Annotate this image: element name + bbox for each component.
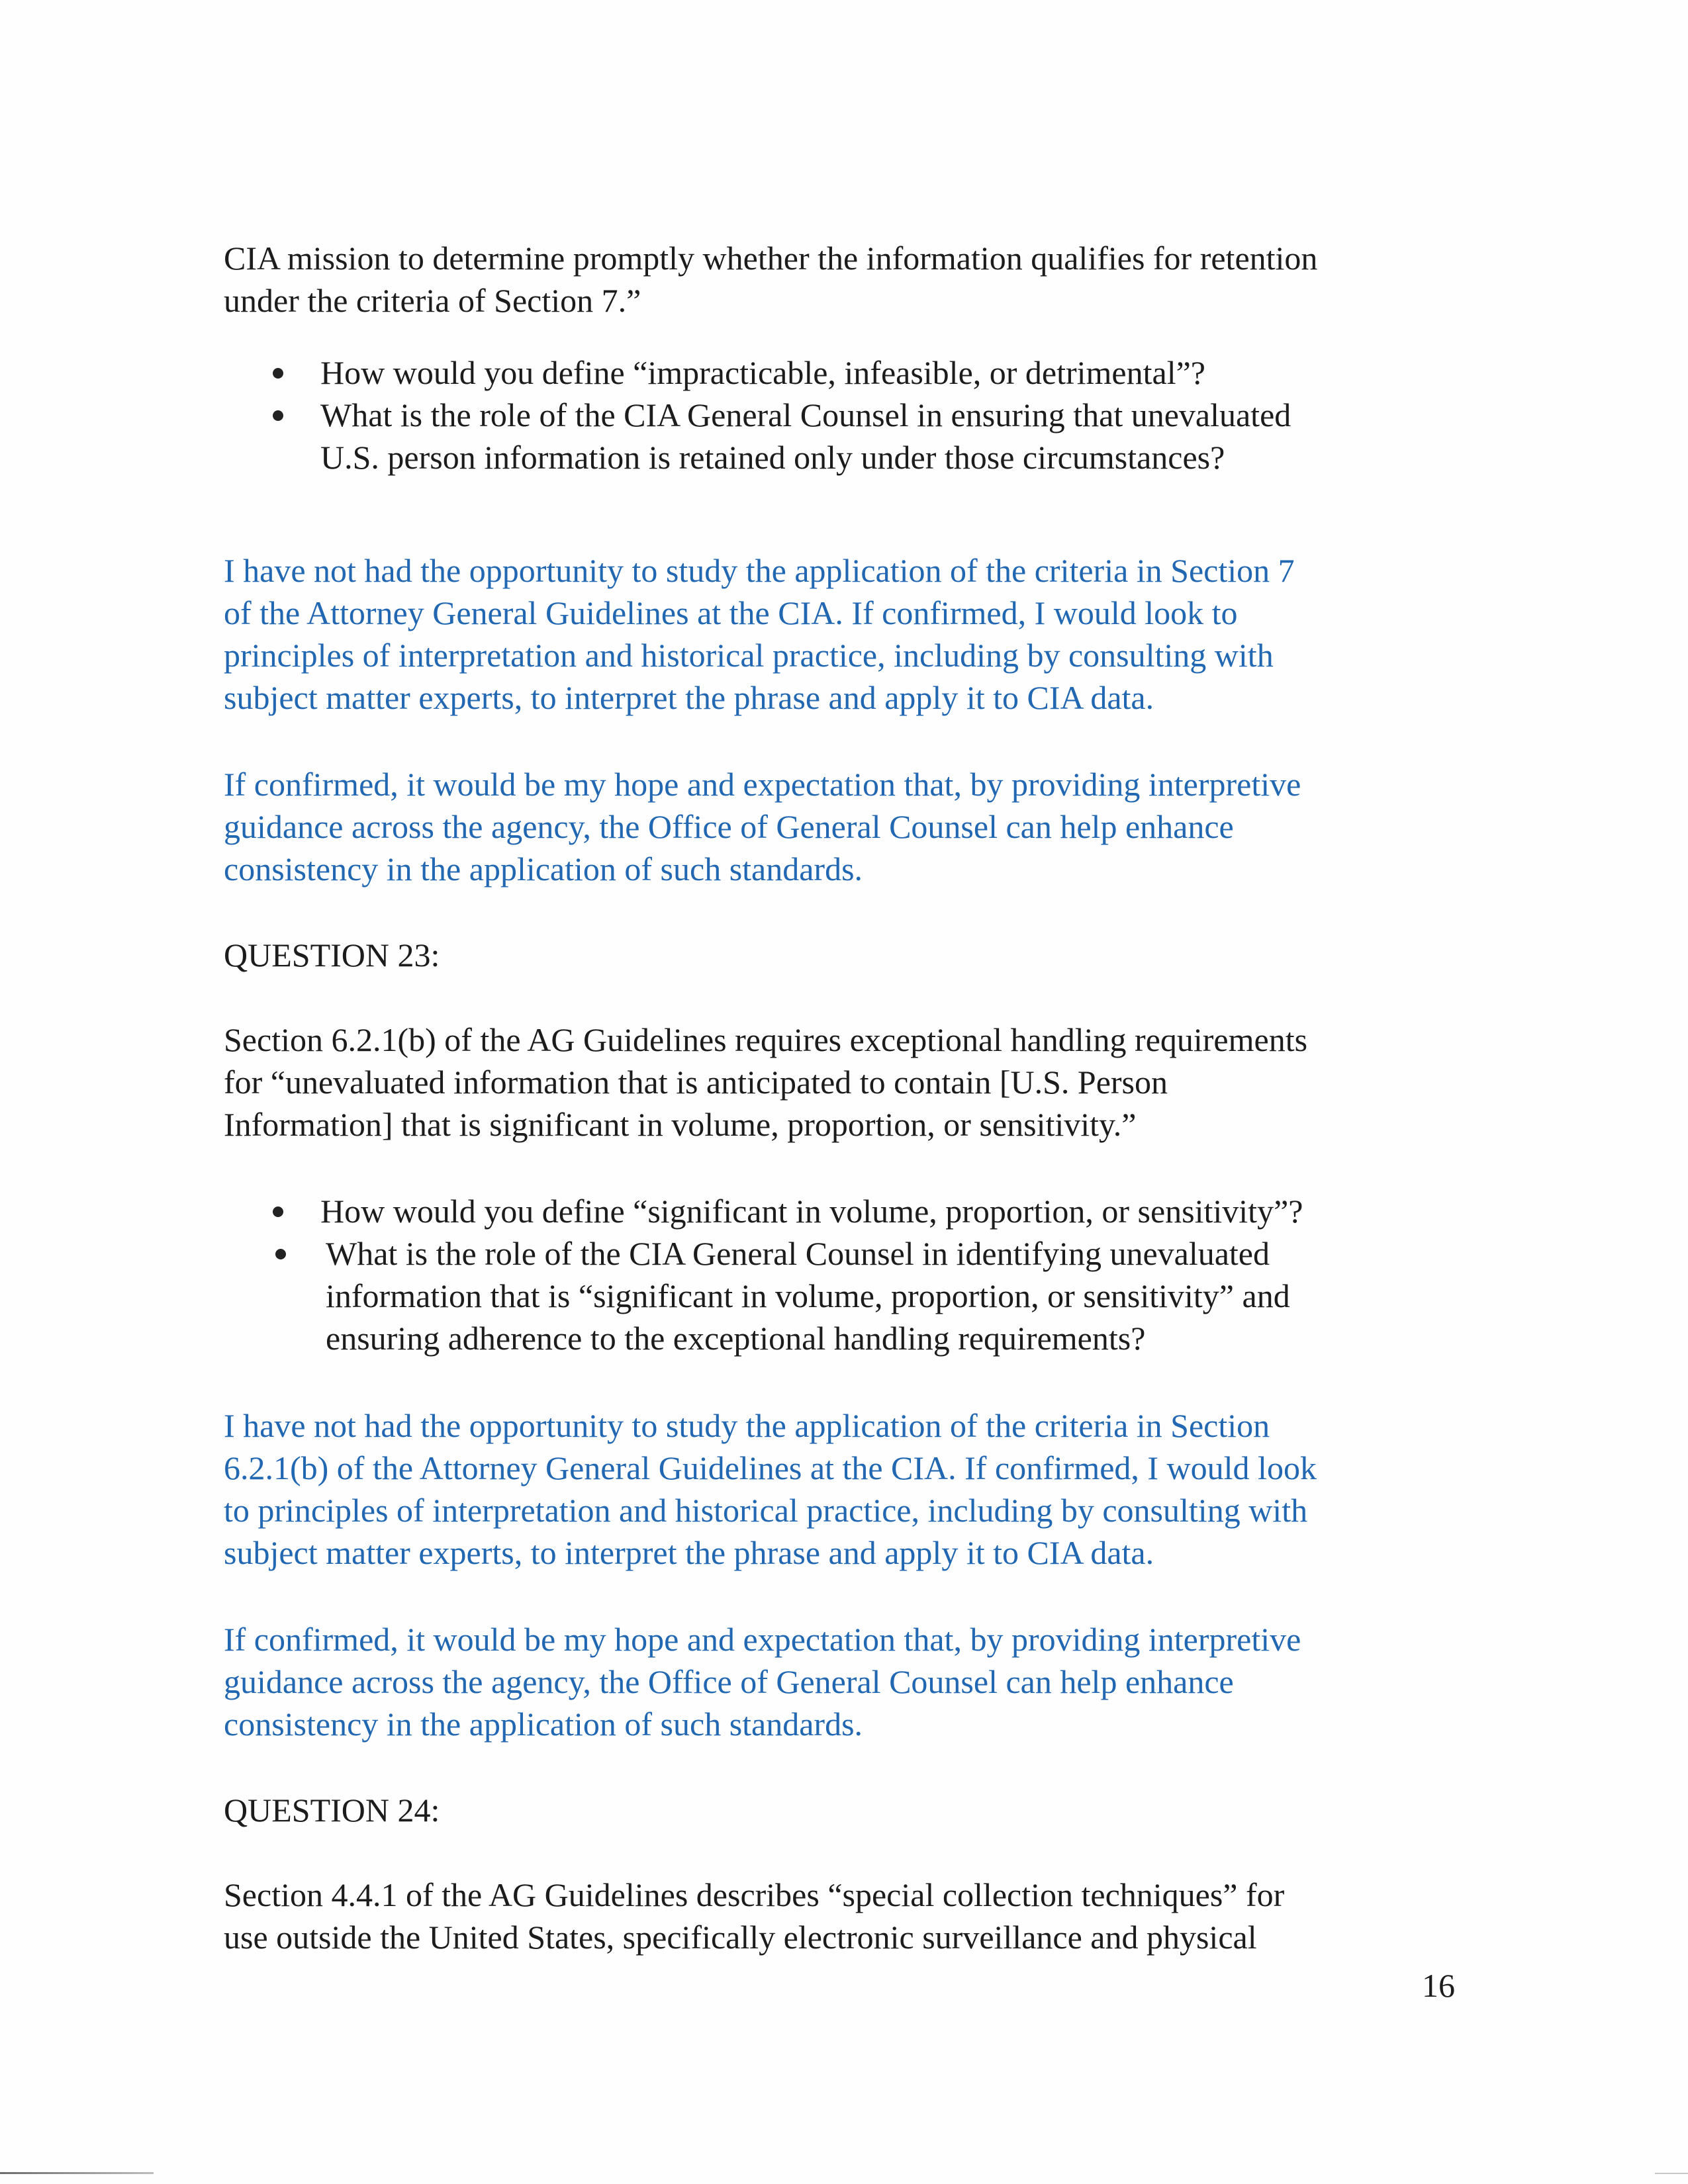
bullet-icon [273, 368, 283, 379]
q23-answer-paragraph-2 [224, 1618, 1481, 1745]
text-line: ensuring adherence to the exceptional handling requirements? [326, 1320, 1146, 1357]
text-line: information that is “significant in volume, proportion, or sensitivity” and [326, 1277, 1290, 1314]
text-line: I have not had the opportunity to study the application of the criteria in Section [224, 1407, 1270, 1444]
page-number: 16 [1422, 1967, 1455, 2004]
q22-answer-paragraph-1 [224, 549, 1481, 719]
question-23-body [224, 1019, 1481, 1146]
text-line: If confirmed, it would be my hope and expectation that, by providing interpretive [224, 766, 1301, 803]
text-line: for “unevaluated information that is anticipated to contain [U.S. Person [224, 1064, 1168, 1101]
text-line: subject matter experts, to interpret the phrase and apply it to CIA data. [224, 1534, 1154, 1571]
text-line: consistency in the application of such standards. [224, 1706, 863, 1743]
text-line: of the Attorney General Guidelines at the CIA. If confirmed, I would look to [224, 594, 1238, 631]
q22-bullet-list [269, 351, 1460, 478]
q23-bullet-list [269, 1190, 1460, 1359]
text-line: What is the role of the CIA General Counsel in identifying unevaluated [326, 1235, 1270, 1272]
text-line: principles of interpretation and historical practice, including by consulting with [224, 637, 1274, 674]
question-24-body [224, 1874, 1481, 1958]
footer-rule-right [1655, 2173, 1688, 2174]
question-24-heading [224, 1789, 1481, 1831]
q22-answer-paragraph-2 [224, 763, 1481, 890]
text-line: subject matter experts, to interpret the phrase and apply it to CIA data. [224, 679, 1154, 716]
bullet-icon [273, 410, 283, 421]
text-line: under the criteria of Section 7.” [224, 282, 641, 319]
bullet-item [269, 1232, 1460, 1359]
heading-text: QUESTION 24: [224, 1792, 440, 1829]
heading-text: QUESTION 23: [224, 936, 440, 974]
text-line: I have not had the opportunity to study the application of the criteria in Section 7 [224, 552, 1295, 589]
text-line: to principles of interpretation and historical practice, including by consulting with [224, 1492, 1308, 1529]
bullet-icon [275, 1249, 286, 1259]
q23-answer-paragraph-1 [224, 1404, 1481, 1574]
bullet-item [269, 1190, 1460, 1232]
bullet-item [269, 351, 1460, 394]
text-line: Section 6.2.1(b) of the AG Guidelines requires exceptional handling requirements [224, 1021, 1308, 1058]
text-line: How would you define “impracticable, infeasible, or detrimental”? [320, 354, 1205, 391]
bullet-icon [273, 1206, 283, 1217]
text-line: Information] that is significant in volume, proportion, or sensitivity.” [224, 1106, 1137, 1143]
text-line: CIA mission to determine promptly whether the information qualifies for retention [224, 240, 1318, 277]
question-23-heading [224, 934, 1481, 976]
text-line: 6.2.1(b) of the Attorney General Guidelines at the CIA. If confirmed, I would look [224, 1449, 1317, 1486]
intro-paragraph [224, 237, 1481, 322]
text-line: How would you define “significant in volume, proportion, or sensitivity”? [320, 1193, 1303, 1230]
bullet-item [269, 394, 1460, 478]
text-line: guidance across the agency, the Office of General Counsel can help enhance [224, 808, 1234, 845]
text-line: use outside the United States, specifically electronic surveillance and physical [224, 1919, 1257, 1956]
text-line: Section 4.4.1 of the AG Guidelines describes “special collection techniques” for [224, 1876, 1285, 1913]
footer-rule [0, 2172, 154, 2174]
text-line: What is the role of the CIA General Counsel in ensuring that unevaluated [320, 396, 1291, 433]
text-line: U.S. person information is retained only under those circumstances? [320, 439, 1225, 476]
text-line: guidance across the agency, the Office of General Counsel can help enhance [224, 1663, 1234, 1700]
text-line: If confirmed, it would be my hope and expectation that, by providing interpretive [224, 1621, 1301, 1658]
text-line: consistency in the application of such standards. [224, 850, 863, 887]
